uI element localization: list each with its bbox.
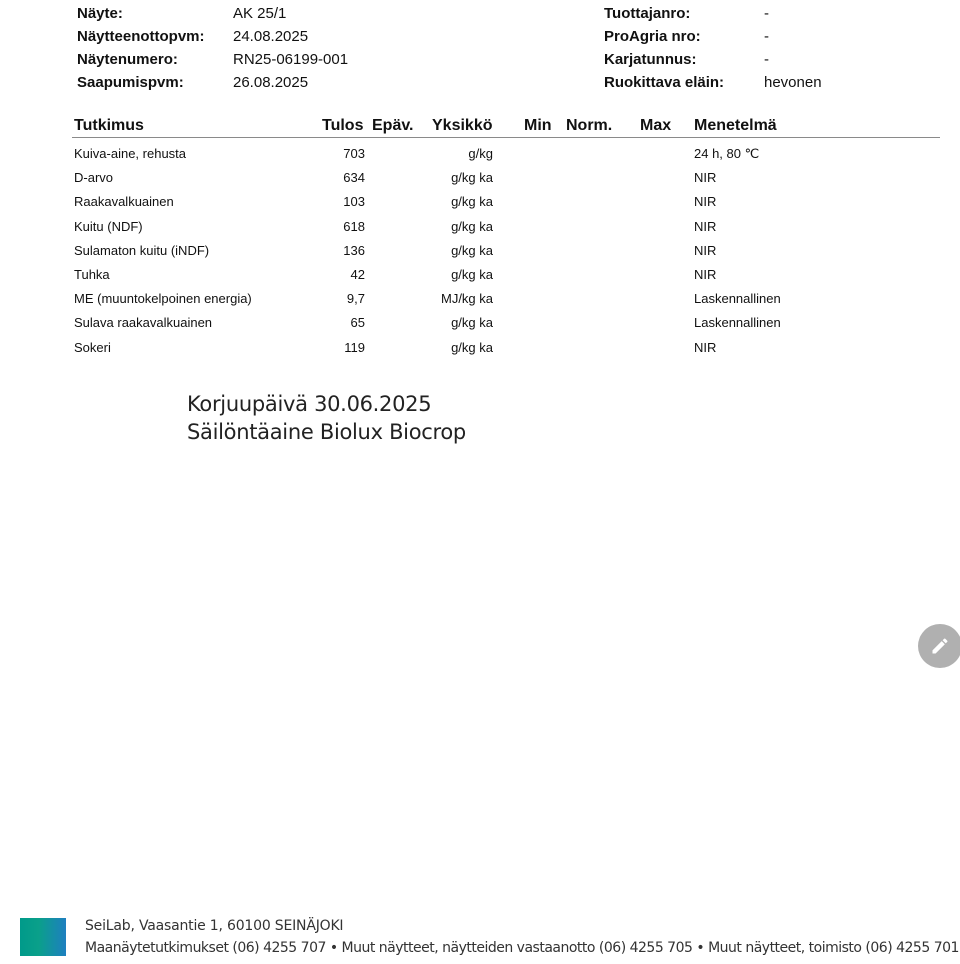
table-row bbox=[72, 239, 940, 263]
row-yksikko: g/kg ka bbox=[451, 218, 493, 234]
row-tulos: 618 bbox=[343, 218, 365, 234]
row-tutkimus: Sokeri bbox=[74, 339, 111, 355]
column-header-yksikko: Yksikkö bbox=[432, 117, 493, 134]
table-row bbox=[72, 263, 940, 287]
proagria-number-label: ProAgria nro: bbox=[604, 28, 701, 45]
row-menetelma: Laskennallinen bbox=[694, 315, 781, 331]
row-tulos: 136 bbox=[343, 242, 365, 258]
row-tulos: 119 bbox=[344, 339, 365, 355]
row-yksikko: g/kg ka bbox=[451, 339, 493, 355]
table-row bbox=[72, 336, 940, 360]
row-tutkimus: Sulamaton kuitu (iNDF) bbox=[74, 242, 210, 258]
harvest-date-note: Korjuupäivä 30.06.2025 bbox=[187, 392, 432, 416]
column-header-norm: Norm. bbox=[566, 117, 613, 134]
column-header-epav: Epäv. bbox=[372, 117, 414, 134]
row-yksikko: g/kg ka bbox=[451, 242, 493, 258]
row-tulos: 703 bbox=[343, 146, 365, 161]
row-yksikko: MJ/kg ka bbox=[440, 291, 493, 307]
row-tutkimus: Tuhka bbox=[74, 266, 110, 282]
column-header-tulos: Tulos bbox=[322, 117, 364, 134]
sample-number-label: Näytenumero: bbox=[77, 51, 178, 68]
table-row bbox=[72, 215, 940, 239]
fed-animal-label: Ruokittava eläin: bbox=[604, 74, 725, 91]
row-tutkimus: ME (muuntokelpoinen energia) bbox=[74, 291, 252, 307]
sample-value: AK 25/1 bbox=[233, 5, 287, 22]
row-menetelma: NIR bbox=[694, 242, 717, 258]
sampling-date-value: 24.08.2025 bbox=[233, 28, 309, 45]
row-menetelma: NIR bbox=[694, 266, 717, 282]
column-header-tutkimus: Tutkimus bbox=[74, 117, 144, 134]
table-row bbox=[72, 190, 940, 214]
row-menetelma: 24 h, 80 ℃ bbox=[694, 146, 760, 161]
row-yksikko: g/kg bbox=[468, 146, 493, 161]
arrival-date-label: Saapumispvm: bbox=[77, 74, 184, 91]
proagria-number-value: - bbox=[764, 28, 769, 45]
herd-id-value: - bbox=[764, 51, 769, 68]
row-tutkimus: Sulava raakavalkuainen bbox=[74, 315, 213, 331]
sample-label: Näyte: bbox=[77, 5, 123, 22]
row-tutkimus: Kuitu (NDF) bbox=[74, 218, 143, 234]
row-tutkimus: Raakavalkuainen bbox=[74, 194, 174, 210]
row-yksikko: g/kg ka bbox=[451, 194, 493, 210]
table-row bbox=[72, 311, 940, 335]
column-header-max: Max bbox=[640, 117, 672, 134]
producer-number-value: - bbox=[764, 5, 769, 22]
column-header-menetelma: Menetelmä bbox=[694, 117, 777, 134]
footer-address: SeiLab, Vaasantie 1, 60100 SEINÄJOKI bbox=[85, 918, 344, 934]
herd-id-label: Karjatunnus: bbox=[604, 51, 697, 68]
row-menetelma: NIR bbox=[694, 339, 717, 355]
row-tulos: 103 bbox=[343, 194, 365, 210]
row-yksikko: g/kg ka bbox=[451, 266, 493, 282]
footer-contacts: Maanäytetutkimukset (06) 4255 707 • Muut näytteet, näytteiden vastaanotto (06) 4255 705 • Muut näytteet, toimisto (06) 4255 701 bbox=[85, 940, 959, 956]
row-tulos: 65 bbox=[350, 315, 365, 331]
row-tulos: 634 bbox=[343, 170, 365, 186]
row-yksikko: g/kg ka bbox=[451, 315, 493, 331]
row-menetelma: Laskennallinen bbox=[694, 291, 781, 307]
row-menetelma: NIR bbox=[694, 218, 717, 234]
sampling-date-label: Näytteenottopvm: bbox=[77, 28, 205, 45]
preservative-note: Säilöntäaine Biolux Biocrop bbox=[187, 420, 466, 444]
row-tulos: 9,7 bbox=[346, 291, 365, 307]
table-row bbox=[72, 287, 940, 311]
row-tulos: 42 bbox=[350, 266, 365, 282]
results-table bbox=[72, 116, 940, 360]
row-tutkimus: D-arvo bbox=[74, 170, 114, 186]
row-menetelma: NIR bbox=[694, 170, 717, 186]
row-menetelma: NIR bbox=[694, 194, 717, 210]
table-header bbox=[72, 116, 940, 138]
seilab-logo bbox=[20, 918, 66, 956]
arrival-date-value: 26.08.2025 bbox=[233, 74, 309, 91]
pencil-icon bbox=[930, 636, 950, 656]
producer-number-label: Tuottajanro: bbox=[604, 5, 691, 22]
fed-animal-value: hevonen bbox=[764, 74, 822, 91]
edit-button[interactable] bbox=[918, 624, 960, 668]
row-tutkimus: Kuiva-aine, rehusta bbox=[74, 146, 187, 161]
table-row bbox=[72, 166, 940, 190]
row-yksikko: g/kg ka bbox=[451, 170, 493, 186]
column-header-min: Min bbox=[524, 117, 552, 134]
sample-number-value: RN25-06199-001 bbox=[233, 51, 349, 68]
table-row bbox=[72, 142, 940, 166]
